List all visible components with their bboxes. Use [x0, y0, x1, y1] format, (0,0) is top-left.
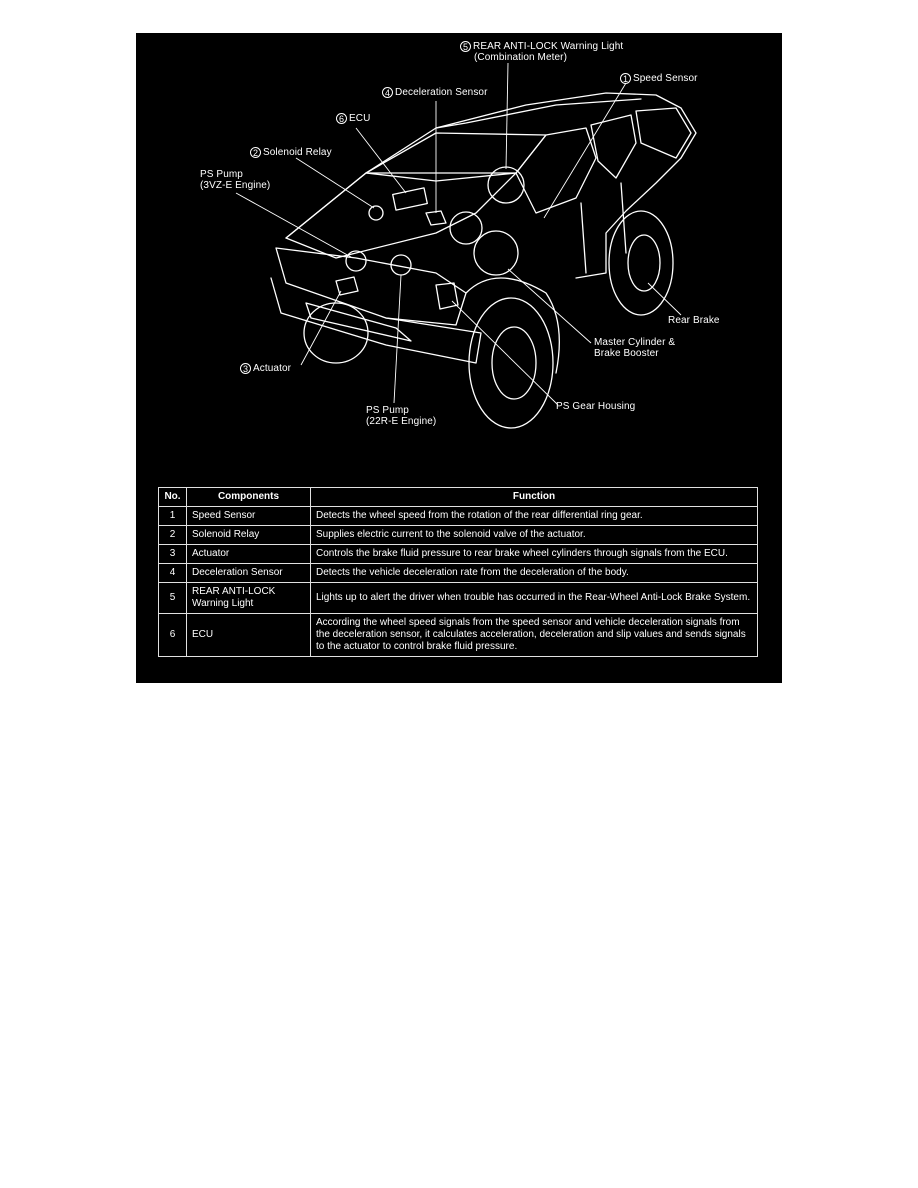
front-wheel-rim: [492, 327, 536, 399]
cell-component: Solenoid Relay: [187, 526, 311, 545]
label-text: Rear Brake: [668, 315, 720, 326]
table-row: [159, 583, 758, 614]
cell-no: 5: [159, 583, 187, 614]
door-line-front: [581, 203, 586, 273]
windshield: [366, 133, 546, 181]
label-subtext: (3VZ-E Engine): [200, 180, 271, 191]
engine-fan: [450, 212, 482, 244]
label-text: Solenoid Relay: [263, 147, 332, 158]
header-function: Function: [311, 488, 758, 507]
label-subtext: (Combination Meter): [474, 52, 568, 63]
label-rear-brake: [668, 315, 720, 326]
number-marker: 5: [460, 41, 471, 52]
front-grille: [276, 248, 466, 325]
label-master-cylinder: [594, 337, 675, 359]
number-marker: 1: [620, 73, 631, 84]
cell-function: Detects the vehicle deceleration rate from the deceleration of the body.: [311, 564, 758, 583]
label-text: Actuator: [253, 363, 292, 374]
rear-brake-drum: [628, 235, 660, 291]
label-text: PS Gear Housing: [556, 401, 636, 412]
components-table: [158, 487, 758, 657]
header-components: Components: [187, 488, 311, 507]
label-ecu: [336, 113, 370, 124]
decel-sensor-unit: [426, 211, 446, 225]
label-text: REAR ANTI-LOCK Warning Light: [473, 41, 624, 52]
table-row: [159, 614, 758, 657]
leader-master-cylinder: [508, 269, 591, 343]
label-text: PS Pump: [200, 169, 243, 180]
solenoid-relay-part: [369, 206, 383, 220]
cell-function: Lights up to alert the driver when trouble has occurred in the Rear-Wheel Anti-Lock Brake System.: [311, 583, 758, 614]
label-ps-pump-22r: [366, 405, 436, 427]
cell-component: REAR ANTI-LOCK Warning Light: [187, 583, 311, 614]
label-text: Master Cylinder &: [594, 337, 676, 348]
hood: [286, 173, 516, 258]
number-marker: 3: [240, 363, 251, 374]
label-subtext: (22R-E Engine): [366, 416, 437, 427]
cell-function: Detects the wheel speed from the rotation of the rear differential ring gear.: [311, 507, 758, 526]
rear-door-window: [591, 115, 636, 178]
label-actuator: [240, 363, 291, 374]
label-text: Speed Sensor: [633, 73, 698, 84]
label-text: Deceleration Sensor: [395, 87, 488, 98]
label-decel-sensor: [382, 87, 488, 98]
label-ps-gear-housing: [556, 401, 635, 412]
cell-component: Actuator: [187, 545, 311, 564]
cell-no: 1: [159, 507, 187, 526]
label-rear-anti-lock: [460, 41, 623, 63]
leader-ecu: [356, 128, 406, 193]
cell-no: 6: [159, 614, 187, 657]
ecu-box: [393, 188, 428, 210]
label-subtext: Brake Booster: [594, 348, 659, 359]
label-solenoid-relay: [250, 147, 332, 158]
leader-rear-brake: [648, 283, 681, 315]
master-cylinder-booster: [474, 231, 518, 275]
cell-no: 4: [159, 564, 187, 583]
table-header-row: [159, 488, 758, 507]
table-row: [159, 526, 758, 545]
cell-function: Controls the brake fluid pressure to rear brake wheel cylinders through signals from the ECU.: [311, 545, 758, 564]
table-row: [159, 507, 758, 526]
number-marker: 6: [336, 113, 347, 124]
front-wheel: [469, 298, 553, 428]
cell-function: Supplies electric current to the solenoid valve of the actuator.: [311, 526, 758, 545]
label-speed-sensor: [620, 73, 698, 84]
actuator-part: [336, 277, 358, 295]
leader-actuator: [301, 291, 341, 365]
front-bumper: [271, 278, 481, 363]
leader-rear-anti-lock: [506, 63, 508, 169]
cell-function: According the wheel speed signals from the speed sensor and vehicle deceleration signals from the deceleration sensor, it calculates acceleration, deceleration and slip values and sends signals to the actuator to control brake fluid pressure.: [311, 614, 758, 657]
ps-gear-housing-part: [436, 283, 458, 309]
leader-solenoid: [296, 158, 374, 208]
rear-wheel: [609, 211, 673, 315]
label-text: PS Pump: [366, 405, 409, 416]
quarter-window: [636, 108, 691, 158]
diagram-panel: [136, 33, 782, 683]
label-text: ECU: [349, 113, 371, 124]
label-ps-pump-3vz: [200, 169, 270, 191]
leader-ps-gear: [452, 301, 558, 405]
cell-component: ECU: [187, 614, 311, 657]
leader-ps-pump-3vz: [236, 193, 351, 257]
vehicle-diagram: [136, 33, 782, 483]
number-marker: 4: [382, 87, 393, 98]
cell-component: Deceleration Sensor: [187, 564, 311, 583]
cell-no: 3: [159, 545, 187, 564]
table-row: [159, 564, 758, 583]
cell-component: Speed Sensor: [187, 507, 311, 526]
number-marker: 2: [250, 147, 261, 158]
ps-pump-3vz-part: [346, 251, 366, 271]
header-no: No.: [159, 488, 187, 507]
cell-no: 2: [159, 526, 187, 545]
front-door-window: [516, 128, 596, 213]
table-row: [159, 545, 758, 564]
